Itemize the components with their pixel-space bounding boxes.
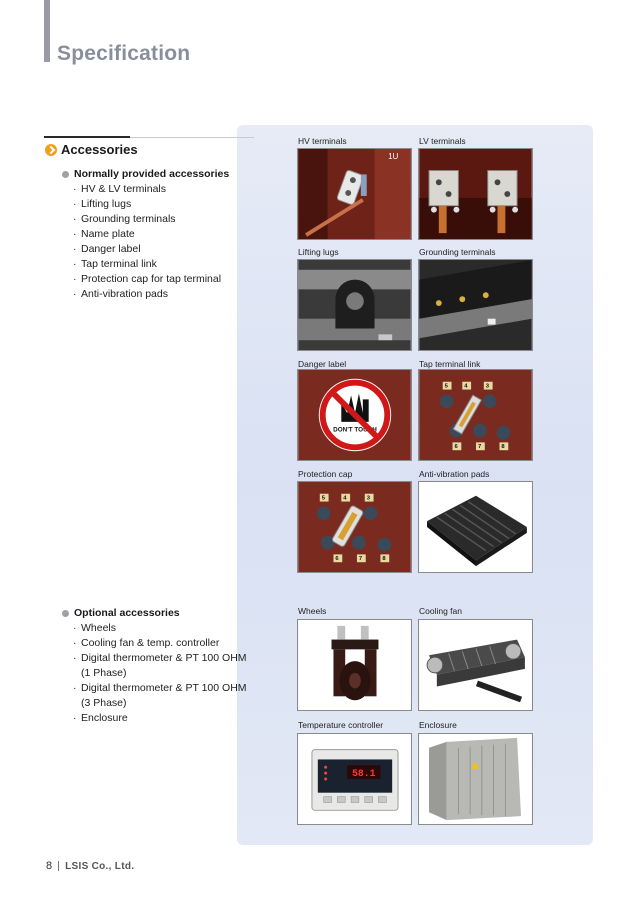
svg-text:3: 3 xyxy=(366,495,370,502)
caption-enclosure: Enclosure xyxy=(419,720,457,730)
svg-text:6: 6 xyxy=(335,556,339,563)
list-item: · HV & LV terminals xyxy=(73,182,229,197)
optional-accessories-section xyxy=(62,606,247,726)
page-footer xyxy=(46,860,134,872)
photo-enclosure xyxy=(418,733,533,825)
page-title: Specification xyxy=(57,42,191,65)
caption-danger-label: Danger label xyxy=(298,359,347,369)
caption-protection-cap: Protection cap xyxy=(298,469,353,479)
bullet-icon xyxy=(62,171,69,178)
normal-accessories-list xyxy=(73,182,229,302)
photo-cooling-fan xyxy=(418,619,533,711)
photo-danger-label xyxy=(297,369,412,461)
photo-tap-terminal-link xyxy=(418,369,533,461)
section-rule xyxy=(44,136,130,138)
caption-hv-terminals: HV terminals xyxy=(298,136,347,146)
optional-accessories-list xyxy=(73,621,247,726)
list-item: · Protection cap for tap terminal xyxy=(73,272,229,287)
svg-text:1U: 1U xyxy=(388,151,399,161)
list-item: · Grounding terminals xyxy=(73,212,229,227)
caption-anti-vibration-pads: Anti-vibration pads xyxy=(419,469,490,479)
svg-text:4: 4 xyxy=(343,495,347,502)
svg-text:58.1: 58.1 xyxy=(352,768,376,780)
photo-grounding-terminals xyxy=(418,259,533,351)
photo-anti-vibration-pads xyxy=(418,481,533,573)
caption-temperature-controller: Temperature controller xyxy=(298,720,384,730)
photo-temperature-controller xyxy=(297,733,412,825)
list-item: · Cooling fan & temp. controller xyxy=(73,636,247,651)
list-item: · Digital thermometer & PT 100 OHM (1 Phase) xyxy=(73,651,247,681)
accessories-heading: Accessories xyxy=(61,142,138,157)
list-item: · Wheels xyxy=(73,621,247,636)
svg-text:7: 7 xyxy=(477,444,482,451)
caption-lv-terminals: LV terminals xyxy=(419,136,466,146)
list-item: · Digital thermometer & PT 100 OHM (3 Phase) xyxy=(73,681,247,711)
svg-text:8: 8 xyxy=(382,556,386,563)
caption-lifting-lugs: Lifting lugs xyxy=(298,247,339,257)
normal-accessories-section xyxy=(62,167,229,302)
list-item: · Danger label xyxy=(73,242,229,257)
caption-cooling-fan: Cooling fan xyxy=(419,606,463,616)
svg-text:5: 5 xyxy=(321,495,325,502)
normal-accessories-heading: Normally provided accessories xyxy=(62,167,229,181)
company-name: LSIS Co., Ltd. xyxy=(65,860,135,872)
photo-wheels xyxy=(297,619,412,711)
caption-grounding-terminals: Grounding terminals xyxy=(419,247,496,257)
list-item: · Enclosure xyxy=(73,711,247,726)
section-rule-light xyxy=(130,137,254,138)
photo-hv-terminals xyxy=(297,148,412,240)
list-item: · Tap terminal link xyxy=(73,257,229,272)
svg-text:3: 3 xyxy=(485,383,490,390)
list-item: · Name plate xyxy=(73,227,229,242)
optional-accessories-heading: Optional accessories xyxy=(62,606,247,620)
svg-text:6: 6 xyxy=(454,444,458,451)
svg-text:7: 7 xyxy=(358,556,363,563)
caption-tap-terminal-link: Tap terminal link xyxy=(419,359,481,369)
title-accent-bar xyxy=(44,0,50,62)
photo-lifting-lugs xyxy=(297,259,412,351)
svg-text:4: 4 xyxy=(464,383,468,390)
arrow-circle-icon xyxy=(45,144,57,156)
photo-panel xyxy=(237,125,593,845)
list-item: · Anti-vibration pads xyxy=(73,287,229,302)
svg-text:5: 5 xyxy=(444,383,448,390)
photo-lv-terminals xyxy=(418,148,533,240)
list-item: · Lifting lugs xyxy=(73,197,229,212)
footer-divider xyxy=(58,861,59,871)
photo-protection-cap xyxy=(297,481,412,573)
page-number: 8 xyxy=(46,860,53,872)
svg-text:DON'T TOUCH: DON'T TOUCH xyxy=(333,426,377,434)
caption-wheels: Wheels xyxy=(298,606,327,616)
bullet-icon xyxy=(62,610,69,617)
svg-text:8: 8 xyxy=(501,444,505,451)
